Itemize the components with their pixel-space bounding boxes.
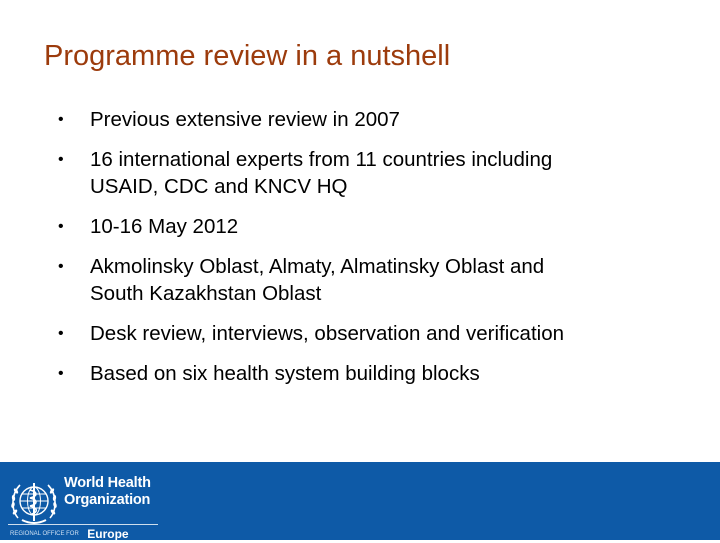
who-name <box>64 475 151 509</box>
region-name: Europe <box>87 526 129 541</box>
bullet-list <box>58 106 698 400</box>
who-name-line1: World Health <box>64 475 151 491</box>
bullet-text-line: Previous extensive review in 2007 <box>90 108 400 131</box>
slide-title: Programme review in a nutshell <box>44 40 451 72</box>
bullet-text-line: 16 international experts from 11 countries including <box>90 148 553 171</box>
footer-bar <box>0 462 720 540</box>
bullet-item <box>58 146 698 200</box>
bullet-marker: • <box>58 111 64 128</box>
bullet-item <box>58 106 698 133</box>
bullet-text-line: 10-16 May 2012 <box>90 215 239 238</box>
bullet-marker: • <box>58 258 64 275</box>
regional-office <box>10 525 129 543</box>
bullet-text-line: USAID, CDC and KNCV HQ <box>90 175 348 198</box>
bullet-text-line: South Kazakhstan Oblast <box>90 282 322 305</box>
bullet-marker: • <box>58 151 64 168</box>
bullet-text-line: Based on six health system building blocks <box>90 362 480 385</box>
who-europe-logo <box>8 472 168 541</box>
bullet-text-line: Desk review, interviews, observation and verification <box>90 322 564 345</box>
bullet-marker: • <box>58 365 64 382</box>
bullet-text-line: Akmolinsky Oblast, Almaty, Almatinsky Oblast and <box>90 255 545 278</box>
who-emblem-icon <box>8 474 60 530</box>
bullet-item <box>58 360 698 387</box>
who-name-line2: Organization <box>64 492 151 508</box>
bullet-item <box>58 320 698 347</box>
bullet-item <box>58 253 698 307</box>
bullet-marker: • <box>58 325 64 342</box>
bullet-marker: • <box>58 218 64 235</box>
bullet-item <box>58 213 698 240</box>
regional-office-label: REGIONAL OFFICE FOR <box>10 530 79 537</box>
